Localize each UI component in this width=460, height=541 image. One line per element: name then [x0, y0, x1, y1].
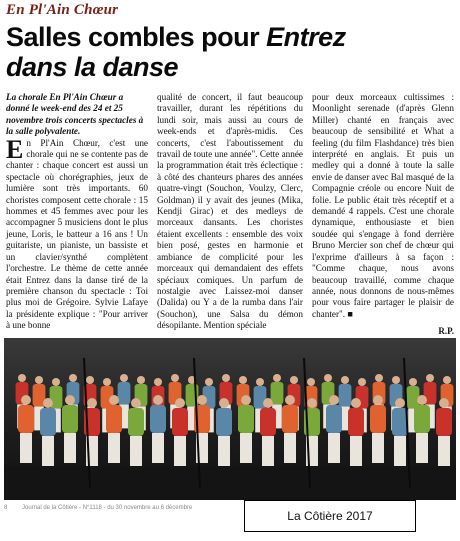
headline-part-1: Salles combles pour [6, 22, 267, 52]
drop-cap: E [6, 134, 24, 164]
headline-part-2: Entrez [266, 22, 346, 52]
column-1 [6, 92, 148, 332]
choir-photo [4, 338, 456, 500]
choir-photo-illustration [4, 338, 456, 500]
body-paragraph-3: pour deux morceaux cultissimes : Moonlight serenade (d'après Glenn Miller) chanté en français avec beaucoup de sensibilité et What a feeling (du film Flashdance) très bien interprété en anglais. Et puis un medley qui a donné à toute la salle envie de danser avec Bal masqué de la Compagnie créole ou encore Nuit de folie. Le public était très réceptif et a demandé 4 rappels. C'est une chorale dynamique, enthousiaste et bien soudée qui s'engage à fond derrière Bruno Mercier son chef de chœur qui l'exprime d'ailleurs à sa façon : "Comme chaque, nous avons beaucoup travaillé, comme chaque année, nous donnons de nous-mêmes pour vous faire partager le plaisir de chanter". ■ [312, 92, 454, 319]
lead-paragraph: La chorale En Pl'Ain Chœur a donné le week-end des 24 et 25 novembre trois concerts spectacles à la salle polyvalente. [6, 92, 144, 137]
column-2 [157, 92, 303, 332]
source-caption: La Côtière 2017 [244, 500, 416, 532]
headline-part-3: dans la danse [6, 52, 179, 82]
body-paragraph-2: qualité de concert, il faut beaucoup travailler, durant les répétitions du lundi soir, mais aussi au cours de week-ends et d'après-midis. Ces concerts, c'est l'aboutissement du travail de toute une année". Cette année la programmation était très éclectique : à côté des chanteurs phares des années quatre-vingt (Souchon, Voulzy, Clerc, Goldman) il y avait des jeunes (Mika, Kendji Girac) et des medleys de morceaux dansants. Les choristes étaient excellents : ensemble des voix bien posé, gestes en harmonie et ambiance de complicité pour les morceaux qui demandaient des effets spéciaux comiques. Un parfum de nostalgie avec Laissez-moi danser (Dalida) ou Y a de la rumba dans l'air (Souchon), une Salsa du démon désopilante. Mention spéciale [157, 92, 303, 331]
page-number: 8 [4, 505, 8, 511]
column-3 [312, 92, 454, 338]
headline [6, 22, 458, 82]
body-text-1: n Pl'Ain Chœur, c'est une chorale qui ne se contente pas de chanter : chaque concert est aussi un spectacle où chorégraphies, jeux de lumière sont très importants. 60 choristes composent cette chorale : 15 hommes et 45 femmes avec pour les accompagner 5 musiciens dont le plus jeune, Loris, le batteur a 16 ans ! Un guitariste, un pianiste, un bassiste et un clavier/synthé complètent l'orchestre. Le thème de cette année était Entrez dans la danse tiré de la première chanson du spectacle : Toi plus moi de Grégoire. Sylvie Lafaye la présidente explique : "Pour arriver à une bonne [6, 137, 148, 331]
body-paragraph-1 [6, 134, 148, 332]
footer-meta: Journal de la Côtière - N°1118 - du 30 novembre au 6 décembre [22, 505, 193, 511]
signature: R.P. [438, 326, 454, 337]
rubric: En Pl'Ain Chœur [6, 2, 119, 18]
